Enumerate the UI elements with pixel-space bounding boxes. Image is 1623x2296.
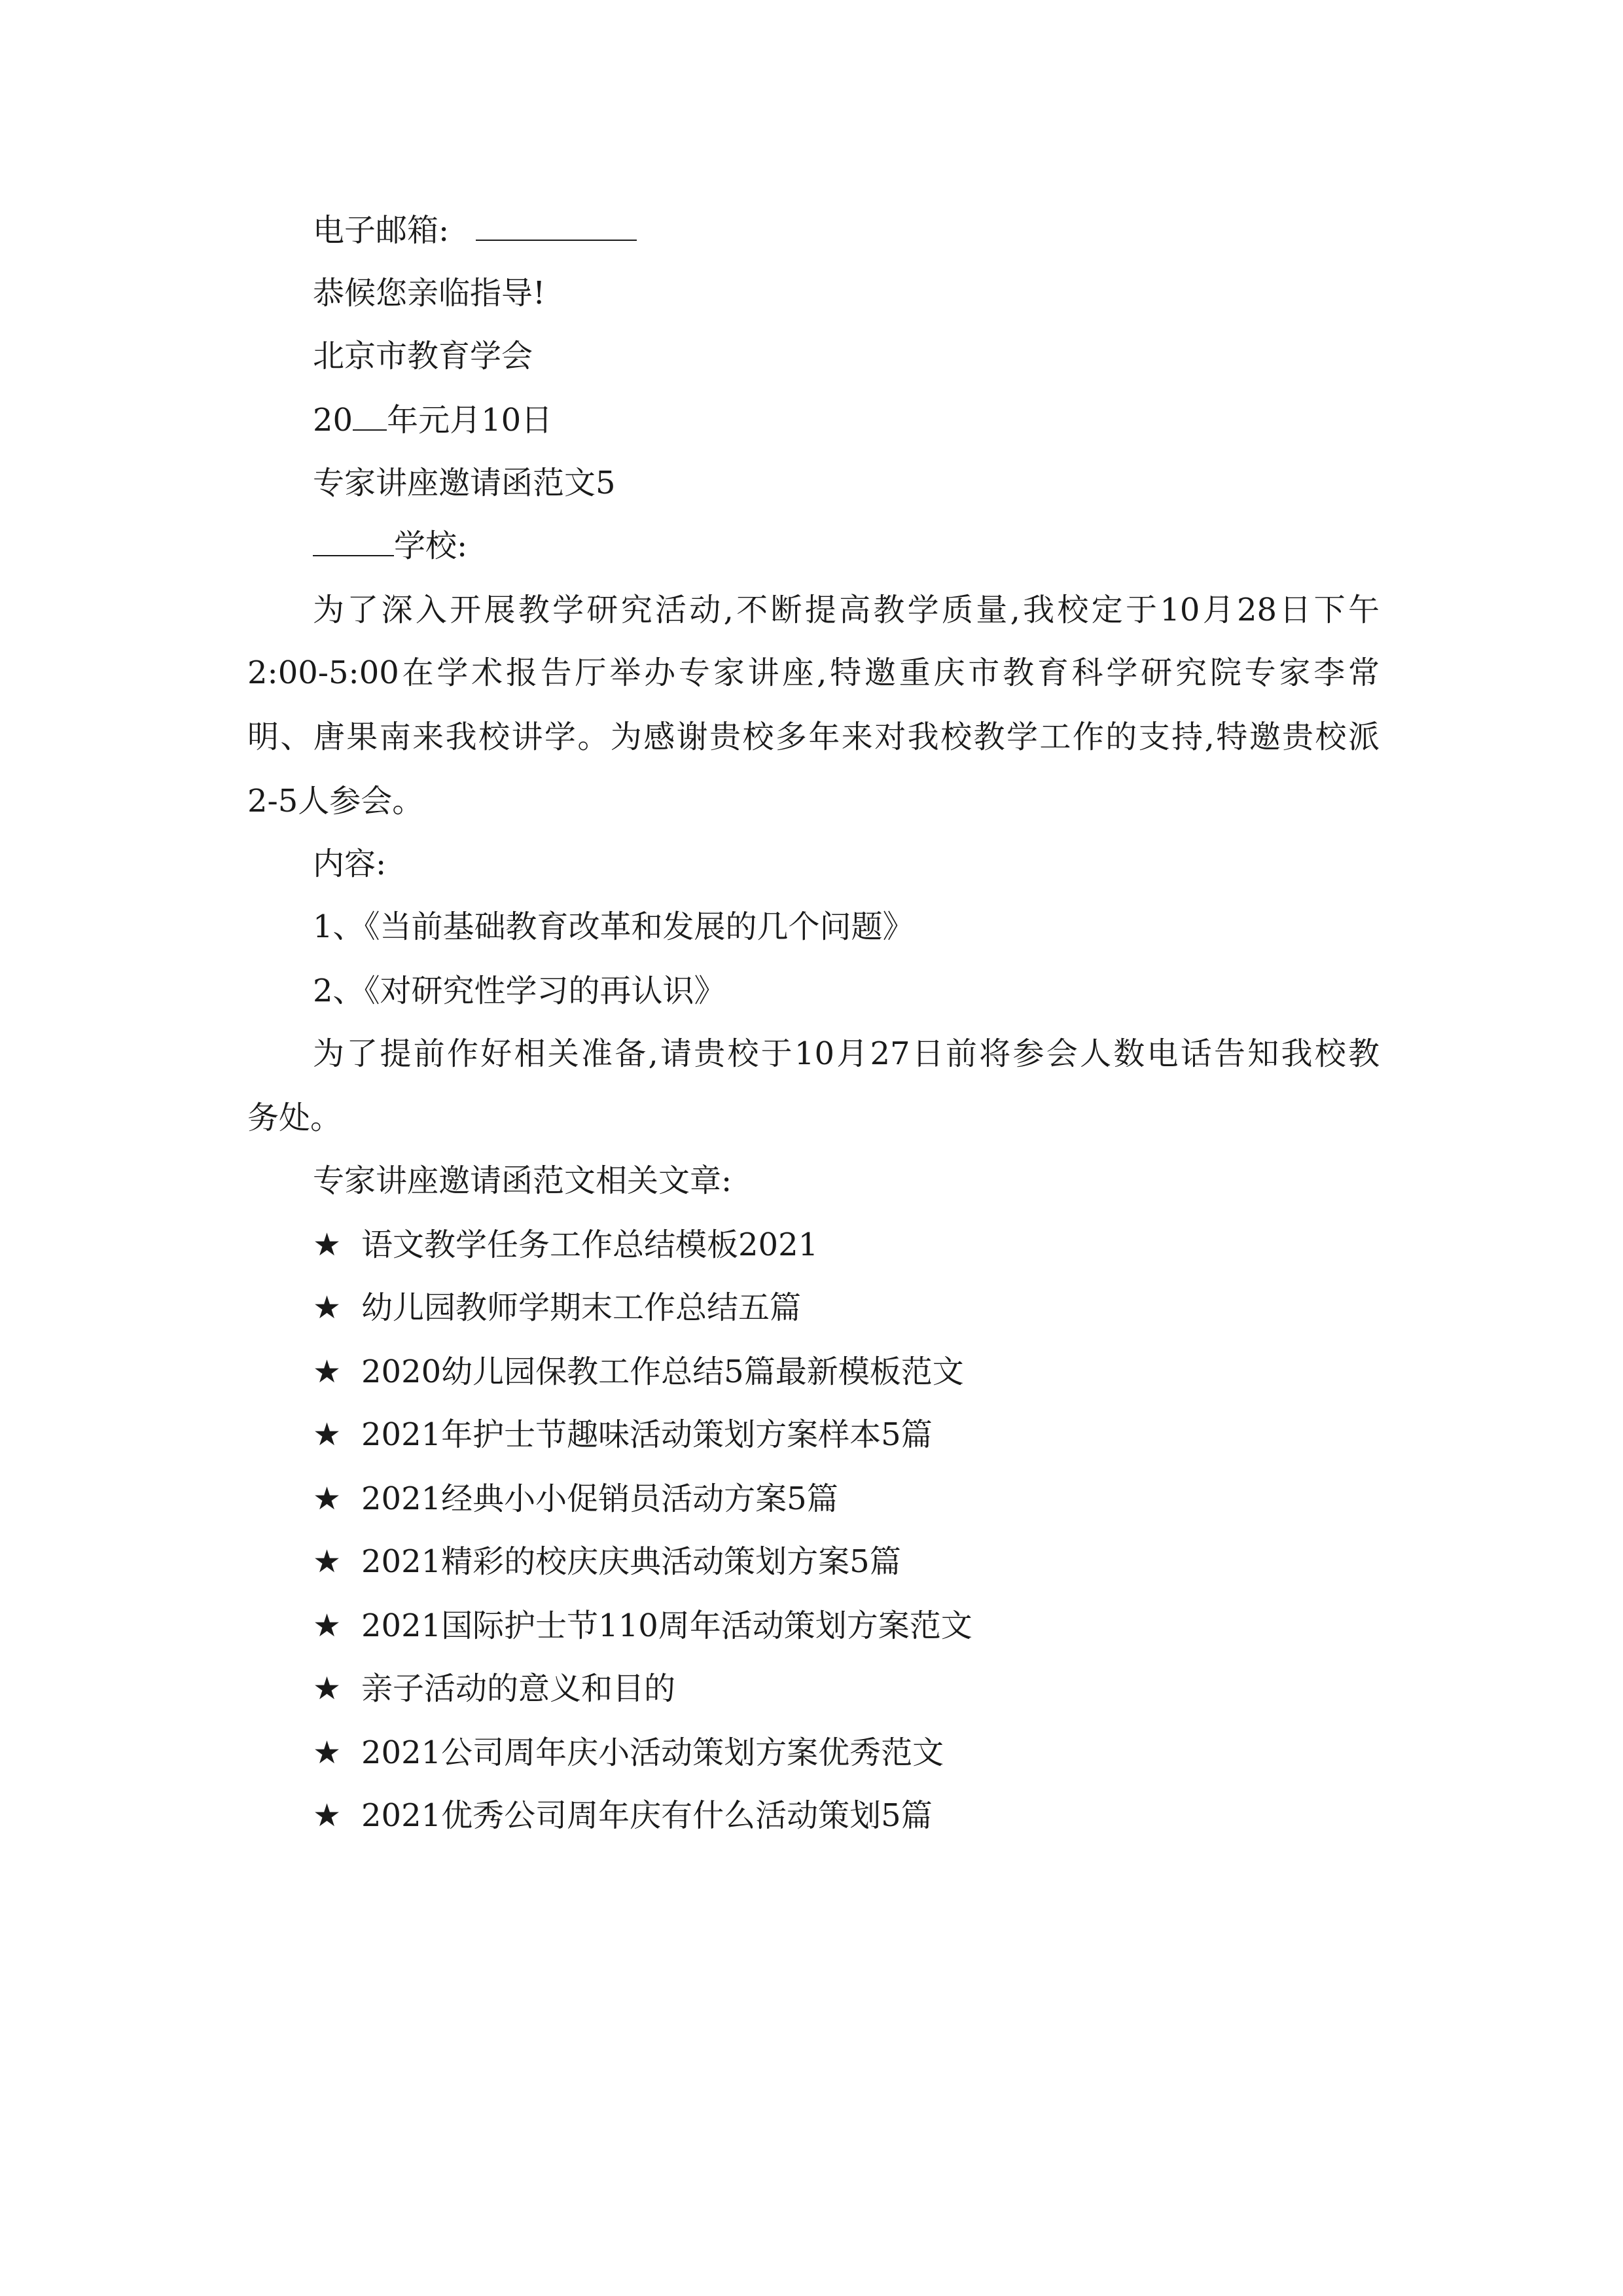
related-article-item[interactable] [313, 1542, 901, 1581]
related-article-link[interactable]: 2020幼儿园保教工作总结5篇最新模板范文 [361, 1354, 964, 1390]
related-article-link[interactable]: 2021精彩的校庆庆典活动策划方案5篇 [361, 1543, 901, 1580]
email-blank [476, 212, 637, 241]
related-article-item[interactable] [313, 1415, 933, 1454]
star-icon: ★ [313, 1607, 342, 1644]
star-icon: ★ [313, 1543, 342, 1580]
related-article-link[interactable]: 2021公司周年庆小活动策划方案优秀范文 [361, 1734, 944, 1771]
addressee-line [313, 526, 467, 565]
related-article-item[interactable] [313, 1479, 838, 1518]
related-article-link[interactable]: 2021国际护士节110周年活动策划方案范文 [361, 1607, 972, 1644]
star-icon: ★ [313, 1734, 342, 1771]
date-suffix: 年元月10日 [387, 402, 553, 439]
star-icon: ★ [313, 1416, 342, 1453]
related-article-link[interactable]: 2021优秀公司周年庆有什么活动策划5篇 [361, 1797, 933, 1834]
content-label: 内容: [313, 846, 387, 882]
signature-line: 北京市教育学会 [313, 338, 533, 374]
body-line: 2:00-5:00在学术报告厅举办专家讲座,特邀重庆市教育科学研究院专家李常 [247, 655, 1380, 691]
notice-line: 为了提前作好相关准备,请贵校于10月27日前将参会人数电话告知我校教 [313, 1035, 1380, 1072]
email-label: 电子邮箱: [313, 212, 450, 249]
content-item: 1、《当前基础教育改革和发展的几个问题》 [313, 908, 914, 945]
star-icon: ★ [313, 1289, 342, 1326]
related-article-link[interactable]: 亲子活动的意义和目的 [361, 1670, 676, 1707]
related-article-item[interactable] [313, 1225, 818, 1265]
star-icon: ★ [313, 1480, 342, 1517]
related-article-link[interactable]: 2021年护士节趣味活动策划方案样本5篇 [361, 1416, 933, 1453]
school-blank [313, 528, 394, 556]
closing-line: 恭候您亲临指导! [313, 275, 546, 312]
sample-title: 专家讲座邀请函范文5 [313, 465, 616, 501]
date-line [313, 401, 552, 440]
related-article-item[interactable] [313, 1288, 801, 1327]
star-icon: ★ [313, 1797, 342, 1834]
star-icon: ★ [313, 1227, 342, 1263]
related-article-item[interactable] [313, 1352, 964, 1391]
email-line [313, 211, 637, 250]
body-line: 2-5人参会。 [247, 783, 424, 819]
related-article-link[interactable]: 2021经典小小促销员活动方案5篇 [361, 1480, 838, 1517]
date-blank [353, 402, 387, 431]
related-article-item[interactable] [313, 1733, 944, 1772]
related-article-item[interactable] [313, 1606, 972, 1645]
notice-line: 务处。 [247, 1100, 342, 1136]
related-article-item[interactable] [313, 1796, 933, 1835]
related-article-item[interactable] [313, 1669, 675, 1708]
date-prefix: 20 [313, 402, 353, 439]
star-icon: ★ [313, 1670, 342, 1707]
addressee-suffix: 学校: [394, 528, 468, 564]
body-line: 明、唐果南来我校讲学。为感谢贵校多年来对我校教学工作的支持,特邀贵校派 [247, 719, 1380, 755]
related-article-link[interactable]: 语文教学任务工作总结模板2021 [361, 1227, 819, 1263]
related-heading: 专家讲座邀请函范文相关文章: [313, 1162, 732, 1199]
body-line: 为了深入开展教学研究活动,不断提高教学质量,我校定于10月28日下午 [313, 592, 1380, 628]
star-icon: ★ [313, 1354, 342, 1390]
related-article-link[interactable]: 幼儿园教师学期末工作总结五篇 [361, 1289, 802, 1326]
content-item: 2、《对研究性学习的再认识》 [313, 973, 726, 1009]
